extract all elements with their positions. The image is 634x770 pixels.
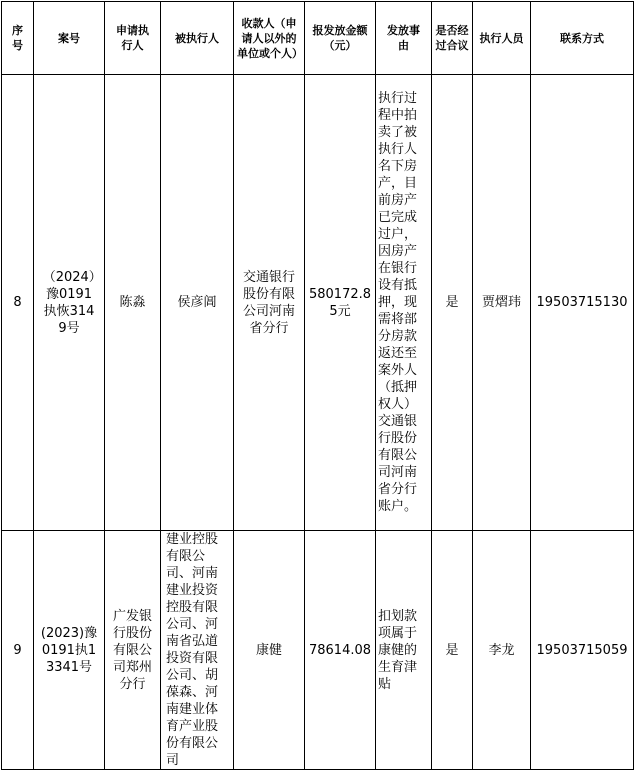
table-row bbox=[2, 531, 634, 770]
cell-agreed: 是 bbox=[432, 531, 473, 770]
cell-case-no: (2023)豫0191执13341号 bbox=[34, 531, 105, 770]
cell-respondent: 建业控股有限公司、河南建业投资控股有限公司、河南省弘道投资有限公司、胡葆森、河南建业体育产业股份有限公司 bbox=[161, 531, 234, 770]
cell-seq: 8 bbox=[2, 75, 34, 531]
table-header-row bbox=[2, 2, 634, 75]
cell-applicant: 广发银行股份有限公司郑州分行 bbox=[105, 531, 161, 770]
table-row bbox=[2, 75, 634, 531]
cell-amount: 580172.85元 bbox=[305, 75, 376, 531]
header-officer: 执行人员 bbox=[473, 2, 531, 75]
header-case-no: 案号 bbox=[34, 2, 105, 75]
header-seq: 序号 bbox=[2, 2, 34, 75]
header-agreed: 是否经过合议 bbox=[432, 2, 473, 75]
cell-agreed: 是 bbox=[432, 75, 473, 531]
header-applicant: 申请执行人 bbox=[105, 2, 161, 75]
cell-contact: 19503715059 bbox=[531, 531, 634, 770]
header-reason: 发放事由 bbox=[376, 2, 432, 75]
enforcement-disbursement-table bbox=[1, 1, 634, 770]
header-contact: 联系方式 bbox=[531, 2, 634, 75]
header-amount: 报发放金额（元） bbox=[305, 2, 376, 75]
header-respondent: 被执行人 bbox=[161, 2, 234, 75]
cell-amount: 78614.08 bbox=[305, 531, 376, 770]
header-payee: 收款人（申请人以外的单位或个人） bbox=[234, 2, 305, 75]
cell-contact: 19503715130 bbox=[531, 75, 634, 531]
cell-reason: 执行过程中拍卖了被执行人名下房产，目前房产已完成过户，因房产在银行设有抵押，现需将部分房款返还至案外人（抵押权人）交通银行股份有限公司河南省分行账户。 bbox=[376, 75, 432, 531]
cell-respondent: 侯彦阊 bbox=[161, 75, 234, 531]
cell-reason: 扣划款项属于康健的生育津贴 bbox=[376, 531, 432, 770]
cell-officer: 贾熠玮 bbox=[473, 75, 531, 531]
cell-seq: 9 bbox=[2, 531, 34, 770]
cell-officer: 李龙 bbox=[473, 531, 531, 770]
cell-payee: 康健 bbox=[234, 531, 305, 770]
cell-payee: 交通银行股份有限公司河南省分行 bbox=[234, 75, 305, 531]
cell-case-no: （2024）豫0191执恢3149号 bbox=[34, 75, 105, 531]
cell-applicant: 陈淼 bbox=[105, 75, 161, 531]
